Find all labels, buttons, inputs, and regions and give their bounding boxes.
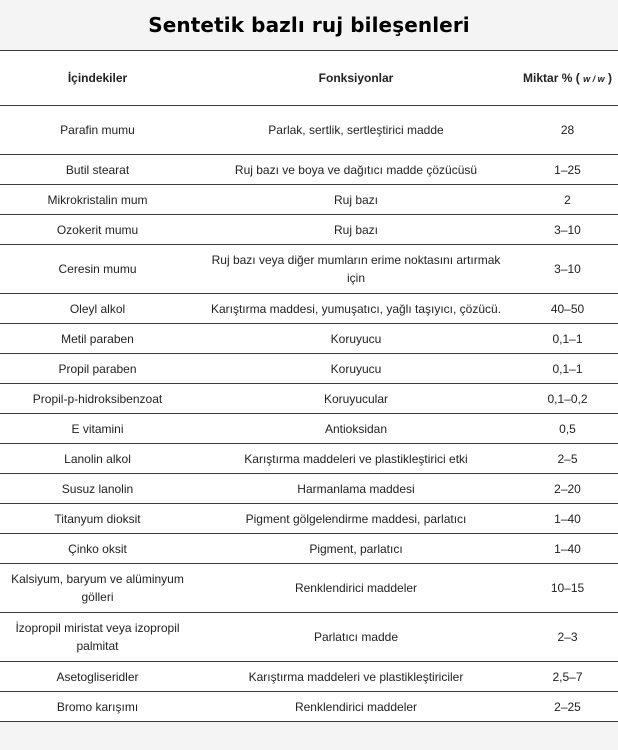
ingredient-cell: Metil paraben [0, 324, 195, 354]
table-row [0, 294, 618, 324]
ingredient-cell: Asetogliseridler [0, 662, 195, 692]
function-cell: Harmanlama maddesi [195, 474, 517, 504]
amount-cell: 2 [517, 185, 618, 215]
function-cell: Karıştırma maddeleri ve plastikleştirici etki [195, 444, 517, 474]
function-cell: Koruyucular [195, 384, 517, 414]
amount-cell: 28 [517, 106, 618, 155]
ingredient-cell: Parafin mumu [0, 106, 195, 155]
amount-cell: 0,1–1 [517, 324, 618, 354]
amount-cell: 0,5 [517, 414, 618, 444]
function-cell: Parlatıcı madde [195, 613, 517, 662]
amount-cell: 2–25 [517, 692, 618, 722]
amount-cell: 0,1–0,2 [517, 384, 618, 414]
amount-header-suffix: ) [607, 70, 612, 85]
ingredients-table [0, 50, 618, 722]
function-cell: Koruyucu [195, 354, 517, 384]
amount-cell: 2–20 [517, 474, 618, 504]
table-row [0, 613, 618, 662]
amount-cell: 3–10 [517, 215, 618, 245]
amount-cell: 1–25 [517, 155, 618, 185]
ingredient-cell: Ceresin mumu [0, 245, 195, 294]
ingredient-cell: İzopropil miristat veya izopropil palmitat [0, 613, 195, 662]
amount-cell: 40–50 [517, 294, 618, 324]
table-row [0, 444, 618, 474]
function-cell: Ruj bazı [195, 215, 517, 245]
table-row [0, 324, 618, 354]
ingredient-cell: Lanolin alkol [0, 444, 195, 474]
function-cell: Ruj bazı [195, 185, 517, 215]
amount-cell: 0,1–1 [517, 354, 618, 384]
table-row [0, 384, 618, 414]
ingredient-cell: Çinko oksit [0, 534, 195, 564]
table-row [0, 354, 618, 384]
function-cell: Karıştırma maddeleri ve plastikleştiriciler [195, 662, 517, 692]
amount-header-slash: / [590, 73, 598, 84]
function-cell: Antioksidan [195, 414, 517, 444]
amount-cell: 2–3 [517, 613, 618, 662]
table-row [0, 474, 618, 504]
ingredient-cell: Oleyl alkol [0, 294, 195, 324]
amount-header-prefix: Miktar % ( [523, 70, 580, 85]
table-row [0, 245, 618, 294]
function-cell: Parlak, sertlik, sertleştirici madde [195, 106, 517, 155]
table-row [0, 215, 618, 245]
ingredient-cell: Titanyum dioksit [0, 504, 195, 534]
ingredient-cell: Propil paraben [0, 354, 195, 384]
table-row [0, 106, 618, 155]
function-cell: Renklendirici maddeler [195, 564, 517, 613]
table-row [0, 564, 618, 613]
function-cell: Renklendirici maddeler [195, 692, 517, 722]
function-cell: Pigment, parlatıcı [195, 534, 517, 564]
ingredient-cell: Susuz lanolin [0, 474, 195, 504]
function-cell: Ruj bazı veya diğer mumların erime noktasını artırmak için [195, 245, 517, 294]
table-row [0, 185, 618, 215]
table-wrapper [0, 50, 618, 722]
table-row [0, 534, 618, 564]
table-header-row [0, 51, 618, 106]
table-row [0, 504, 618, 534]
column-header-functions: Fonksiyonlar [195, 51, 517, 106]
amount-cell: 2,5–7 [517, 662, 618, 692]
function-cell: Koruyucu [195, 324, 517, 354]
function-cell: Pigment gölgelendirme maddesi, parlatıcı [195, 504, 517, 534]
ingredient-cell: Mikrokristalin mum [0, 185, 195, 215]
ingredient-cell: Kalsiyum, baryum ve alüminyum gölleri [0, 564, 195, 613]
function-cell: Karıştırma maddesi, yumuşatıcı, yağlı taşıyıcı, çözücü. [195, 294, 517, 324]
ingredient-cell: Butil stearat [0, 155, 195, 185]
ingredient-cell: Ozokerit mumu [0, 215, 195, 245]
table-row [0, 414, 618, 444]
amount-header-unit-2: w [597, 73, 605, 84]
amount-cell: 10–15 [517, 564, 618, 613]
amount-cell: 3–10 [517, 245, 618, 294]
ingredient-cell: E vitamini [0, 414, 195, 444]
table-row [0, 662, 618, 692]
amount-cell: 1–40 [517, 534, 618, 564]
title-bar [0, 0, 618, 50]
table-row [0, 155, 618, 185]
bottom-bar [0, 722, 618, 742]
column-header-ingredients: İçindekiler [0, 51, 195, 106]
amount-cell: 1–40 [517, 504, 618, 534]
amount-header-unit-1: w [583, 73, 591, 84]
amount-cell: 2–5 [517, 444, 618, 474]
ingredient-cell: Bromo karışımı [0, 692, 195, 722]
column-header-amount [517, 51, 618, 106]
ingredient-cell: Propil-p-hidroksibenzoat [0, 384, 195, 414]
page-title: Sentetik bazlı ruj bileşenleri [148, 13, 470, 37]
table-row [0, 692, 618, 722]
function-cell: Ruj bazı ve boya ve dağıtıcı madde çözücüsü [195, 155, 517, 185]
